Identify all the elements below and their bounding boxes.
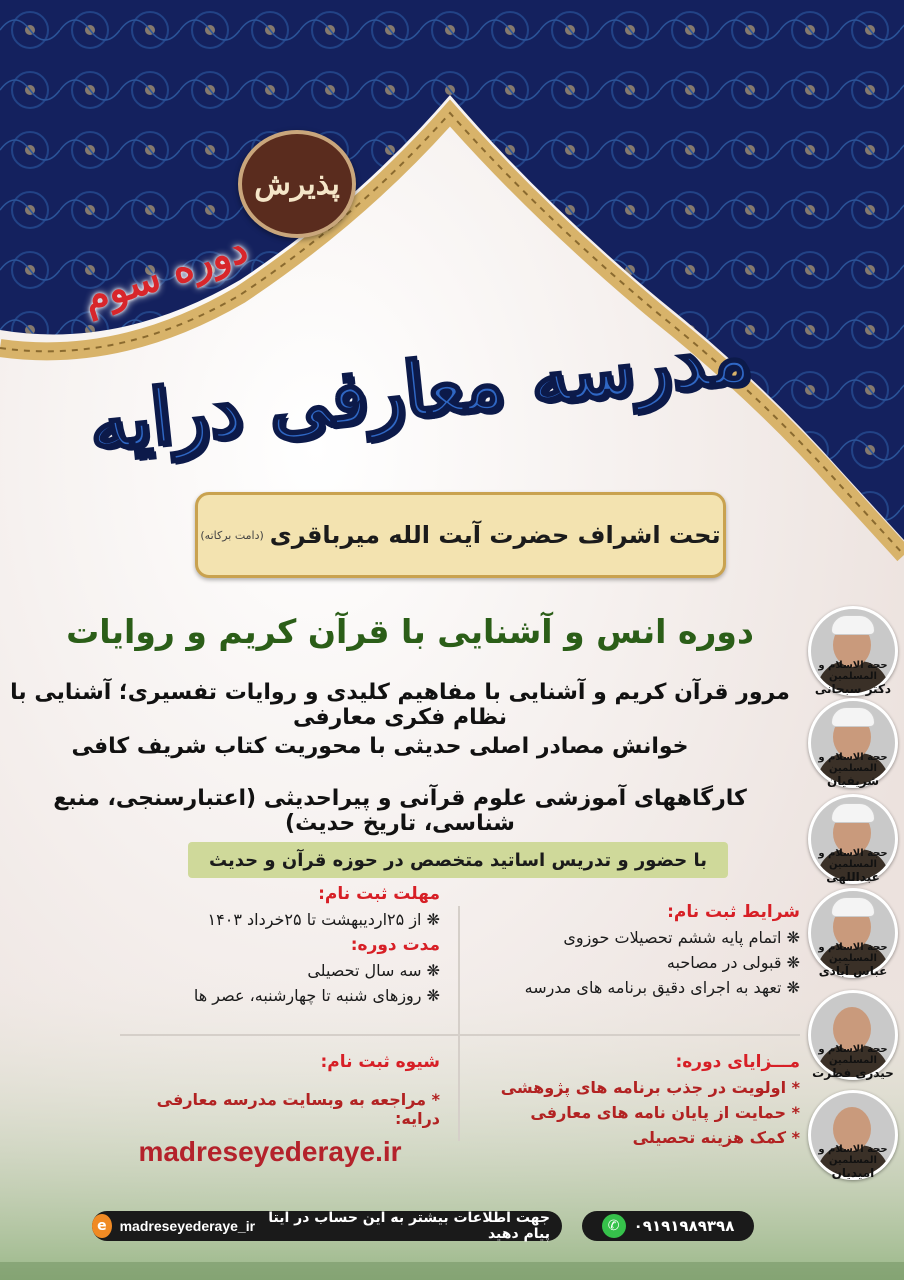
- teacher-label: حجة الاسلام و المسلمین عباس آبادی: [818, 942, 888, 978]
- method-section: [120, 1052, 440, 1128]
- deadline-item: ❋ از ۲۵اردیبهشت تا ۲۵خرداد ۱۴۰۳: [207, 910, 440, 929]
- supervision-scroll: [195, 492, 726, 578]
- supervision-text: تحت اشراف حضرت آیت الله میرباقری: [269, 521, 721, 549]
- benefits-item: * حمایت از پایان نامه های معارفی: [530, 1103, 800, 1122]
- conditions-item: ❋ اتمام پایه ششم تحصیلات حوزوی: [563, 928, 800, 947]
- conditions-item: ❋ قبولی در مصاحبه: [666, 953, 800, 972]
- deadline-section: [120, 884, 440, 1005]
- teacher-label: حجة الاسلام و المسلمین امیدیان: [818, 1144, 888, 1180]
- whatsapp-icon: ✆: [602, 1214, 626, 1238]
- teacher-label: حجة الاسلام و المسلمین دکتر سبحانی: [814, 660, 892, 696]
- description-line-2: خوانش مصادر اصلی حدیثی با محوریت کتاب شریف کافی: [71, 734, 689, 759]
- description-line-3: کارگاههای آموزشی علوم قرآنی و پیراحدیثی (اعتبارسنجی، منبع شناسی، تاریخ حدیث): [53, 786, 747, 836]
- presence-bar: [188, 842, 728, 878]
- phone-number: ۰۹۱۹۱۹۸۹۳۹۸: [633, 1217, 735, 1235]
- course-subtitle: دوره انس و آشنایی با قرآن کریم و روایات: [66, 612, 754, 651]
- course-number: دوره سوم: [76, 224, 254, 323]
- eitaa-contact[interactable]: [92, 1211, 562, 1241]
- website-link[interactable]: madreseyederaye.ir: [138, 1136, 402, 1167]
- conditions-title: شرایط ثبت نام:: [667, 902, 800, 922]
- benefits-item: * کمک هزینه تحصیلی: [632, 1128, 800, 1147]
- supervision-honorific: (دامت برکاته): [200, 528, 264, 542]
- conditions-section: [470, 902, 800, 997]
- duration-item: ❋ روزهای شنبه تا چهارشنبه، عصر ها: [193, 986, 440, 1005]
- teacher-label: حجة الاسلام و المسلمین عبداللهی: [818, 848, 888, 884]
- page-title: مدرسه معارفی درایه: [84, 310, 756, 469]
- duration-item: ❋ سه سال تحصیلی: [307, 961, 440, 980]
- deadline-title: مهلت ثبت نام:: [318, 884, 440, 904]
- eitaa-text: جهت اطلاعات بیشتر به این حساب در ایتا پیام دهید: [268, 1210, 550, 1242]
- phone-contact[interactable]: [582, 1211, 754, 1241]
- method-item: * مراجعه به وبسایت مدرسه معارفی درایه:: [156, 1090, 440, 1128]
- teacher-label: حجة الاسلام و المسلمین شریفیان: [818, 752, 888, 788]
- benefits-title: مـــزایای دوره:: [675, 1052, 800, 1072]
- benefits-item: * اولویت در جذب برنامه های پژوهشی: [500, 1078, 800, 1097]
- teacher-label: حجة الاسلام و المسلمین حیدری فطرت: [812, 1044, 894, 1080]
- section-divider-vertical: [458, 906, 460, 1141]
- section-divider-horizontal: [120, 1034, 800, 1036]
- benefits-section: [470, 1052, 800, 1147]
- method-title: شیوه ثبت نام:: [320, 1052, 440, 1072]
- presence-text: با حضور و تدریس اساتید متخصص در حوزه قرآن و حدیث: [208, 849, 708, 871]
- duration-title: مدت دوره:: [350, 935, 440, 955]
- description-line-1: مرور قرآن کریم و آشنایی با مفاهیم کلیدی و روایات تفسیری؛ آشنایی با نظام فکری معارفی: [10, 680, 790, 730]
- eitaa-handle: madreseyederaye_ir: [119, 1218, 256, 1234]
- conditions-item: ❋ تعهد به اجرای دقیق برنامه های مدرسه: [524, 978, 800, 997]
- admission-badge-text: پذیرش: [254, 166, 340, 202]
- eitaa-icon: e: [92, 1214, 112, 1238]
